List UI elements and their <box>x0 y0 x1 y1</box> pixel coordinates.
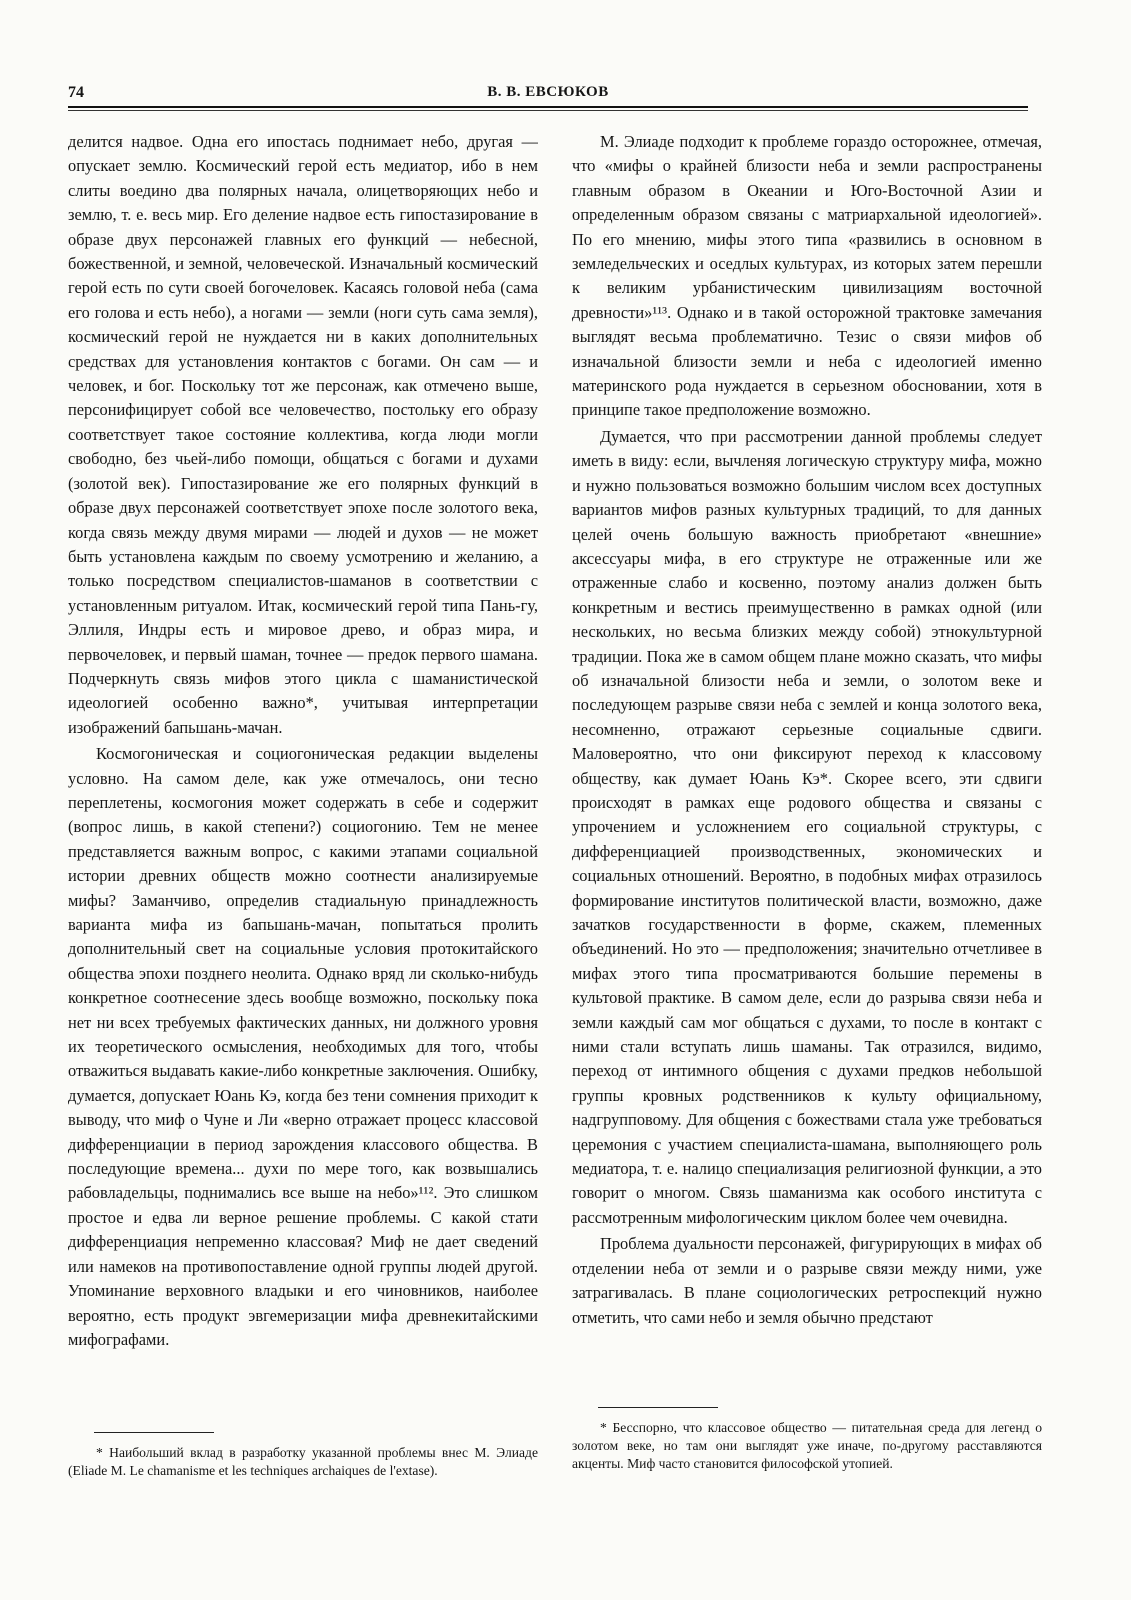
paragraph: М. Элиаде подходит к проблеме гораздо осторожнее, отмечая, что «мифы о крайней близости неба и земли распространены главным образом в Океании и Юго-Восточной Азии и определенным образом связаны с матриархальной идеологией». По его мнению, мифы этого типа «развились в основном в земледельческих и оседлых культурах, из которых затем перешли к великим урбанистическим цивилизациям восточной древности»¹¹³. Однако и в такой осторожной трактовке замечания выглядят весьма проблематично. Тезис о связи мифов об изначальной близости земли и неба с идеологией именно материнского рода нуждается в серьезном обосновании, хотя в принципе такое предположение возможно. <box>572 132 1042 420</box>
paragraph: Космогоническая и социогоническая редакции выделены условно. На самом деле, как уже отмечалось, они тесно переплетены, космогония может содержать в себе и содержит (вопрос лишь, в какой степени?) социогонию. Тем не менее представляется важным вопрос, с какими этапами социальной истории древних обществ можно соотнести анализируемые мифы? Заманчиво, определив стадиальную принадлежность варианта мифа из бапьшань-мачан, попытаться пролить дополнительный свет на социальные условия протокитайского общества эпохи позднего неолита. Однако вряд ли сколько-нибудь конкретное соотнесение здесь вообще возможно, поскольку пока нет ни всех требуемых фактических данных, ни должного уровня их теоретического осмысления, необходимых для того, чтобы отважиться выдавать какие-либо конкретные заключения. Ошибку, думается, допускает Юань Кэ, когда без тени сомнения приходит к выводу, что миф о Чуне и Ли «верно отражает процесс классовой дифференциации в период зарождения классового общества. В последующие времена... духи по мере того, как возвышались рабовладельцы, поднимались все выше на небо»¹¹². Это слишком простое и едва ли верное решение проблемы. С какой стати дифференциация непременно классовая? Миф не дает сведений или намеков на противопоставление одной группы людей другой. Упоминание верховного владыки и его чиновников, наиболее вероятно, есть продукт эвгемеризации мифа древнекитайскими мифографами. <box>68 744 538 1349</box>
footnote-rule <box>94 1432 214 1433</box>
paragraph: Проблема дуальности персонажей, фигурирующих в мифах об отделении неба от земли и о разрыве связи между ними, уже затрагивалась. В плане социологических ретроспекций нужно отметить, что сами небо и земля обычно предстают <box>572 1234 1042 1327</box>
running-title: В. В. ЕВСЮКОВ <box>487 84 609 100</box>
footnote-right: * Бесспорно, что классовое общество — питательная среда для легенд о золотом веке, но там они выглядят уже иначе, по-другому расставляются акценты. Миф часто становится философской утопией. <box>572 1420 1042 1471</box>
header-rule <box>68 106 1028 108</box>
paragraph: Думается, что при рассмотрении данной проблемы следует иметь в виду: если, вычленяя логическую структуру мифа, можно и нужно пользоваться возможно большим числом всех доступных вариантов мифов разных культурных традиций, то для данных целей очень большую важность приобретают «внешние» аксессуары мифа, в его структуре не отраженные или же отраженные слабо и косвенно, поэтому анализ должен быть конкретным и вестись преимущественно в рамках одной (или нескольких, но весьма близких между собой) этнокультурной традиции. Пока же в самом общем плане можно сказать, что мифы об изначальной близости неба и земли, о золотом веке и последующем разрыве связи неба с землей и конца золотого века, несомненно, отражают серьезные социальные сдвиги. Маловероятно, что они фиксируют переход к классовому обществу, как думает Юань Кэ*. Скорее всего, эти сдвиги происходят в рамках еще родового общества и связаны с упрочением и усложнением его социальной структуры, с дифференциацией производственных, экономических и социальных отношений. Вероятно, в подобных мифах отразилось формирование институтов политической власти, возможно, даже зачатков государственности в форме, скажем, племенных объединений. Но это — предположения; значительно отчетливее в мифах этого типа просматриваются большие перемены в культовой практике. В самом деле, если до разрыва связи неба и земли каждый сам мог общаться с духами, то после в контакт с ними стали вступать лишь шаманы. Так отразился, видимо, переход от интимного общения с духами предков небольшой группы кровных родственников к культу официальному, надгрупповому. Для общения с божествами стала уже требоваться церемония с участием специалиста-шамана, выполняющего роль медиатора, т. е. налицо специализация религиозной функции, а это говорит о многом. Связь шаманизма как особого института с рассмотренным мифологическим циклом более чем очевидна. <box>572 426 1042 1227</box>
footnote-left: * Наибольший вклад в разработку указанной проблемы внес М. Элиаде (Eliade M. Le chamanisme et les techniques archaiques de l'extase). <box>68 1445 538 1478</box>
page-number: 74 <box>68 84 84 101</box>
header-rule-thin <box>68 110 1028 111</box>
right-column <box>572 130 1042 1420</box>
footnote-rule <box>598 1407 718 1408</box>
page-header <box>68 78 1028 104</box>
paragraph: делится надвое. Одна его ипостась поднимает небо, другая — опускает землю. Космический герой есть медиатор, ибо в нем слиты воедино два полярных начала, олицетворяющих небо и землю, т. е. весь мир. Его деление надвое есть гипостазирование в образе двух персонажей главных его функций — небесной, божественной, и земной, человеческой. Изначальный космический герой есть по сути своей богочеловек. Касаясь головой неба (сама его голова и есть небо), а ногами — земли (ноги суть сама земля), космический герой не нуждается ни в каких дополнительных средствах для установления контактов с богами. Он сам — и человек, и бог. Поскольку тот же персонаж, как отмечено выше, персонифицирует собой все человечество, постольку его образу соответствует такое состояние коллектива, когда люди могли свободно, без чьей-либо помощи, общаться с богами и духами (золотой век). Гипостазирование же его полярных функций в образе двух персонажей соответствует эпохе после золотого века, когда связь между двумя мирами — людей и духов — не может быть установлена каждым по своему усмотрению и желанию, а только посредством специалистов-шаманов в соответствии с установленным ритуалом. Итак, космический герой типа Пань-гу, Эллиля, Индры есть и мировое древо, и образ мира, и первочеловек, и первый шаман, точнее — предок первого шамана. Подчеркнуть связь мифов этого цикла с шаманистической идеологией особенно важно*, учитывая интерпретации изображений бапьшань-мачан. <box>68 132 538 737</box>
left-column <box>68 130 538 1420</box>
